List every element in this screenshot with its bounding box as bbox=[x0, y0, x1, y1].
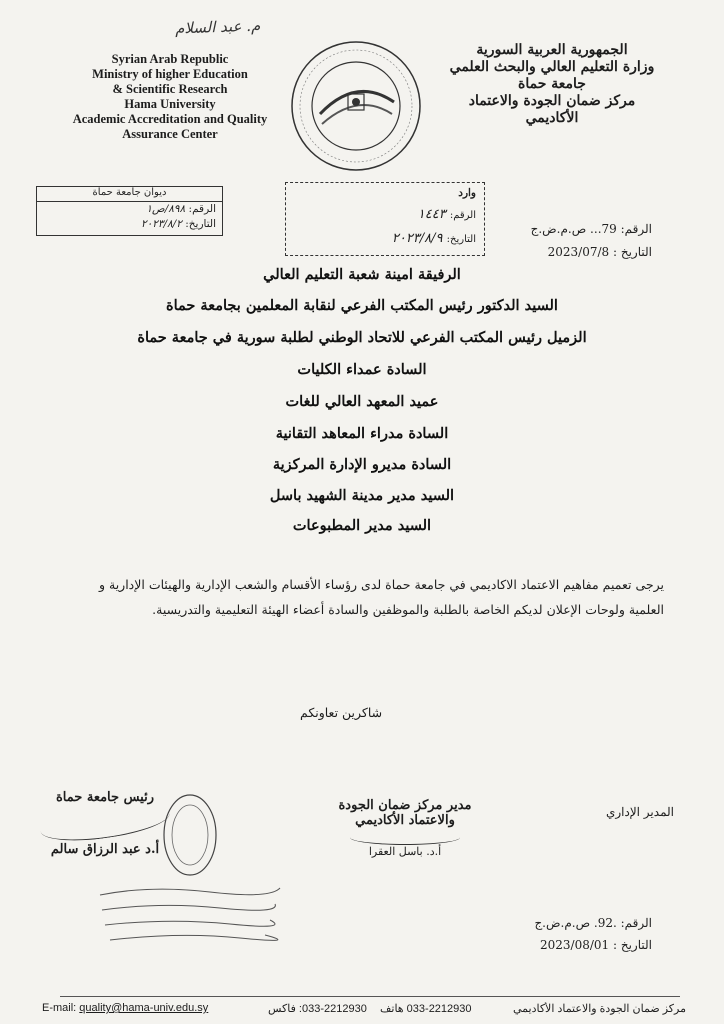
center-director-signature-block bbox=[330, 798, 480, 858]
university-round-stamp bbox=[160, 790, 220, 880]
arabic-letterhead bbox=[442, 42, 662, 127]
diwan-stamp-title: ديوان جامعة حماة bbox=[37, 187, 222, 202]
letterhead-line: Hama University bbox=[124, 97, 216, 111]
body-paragraph bbox=[74, 572, 664, 622]
letterhead-line: Academic Accreditation and Quality bbox=[72, 112, 268, 126]
addressee: السادة عمداء الكليات bbox=[297, 361, 427, 378]
footer-divider bbox=[60, 996, 680, 997]
reference-number-top: الرقم: 79... ص.م.ض.ج bbox=[530, 222, 652, 236]
quality-center-seal-logo bbox=[286, 36, 426, 176]
diwan-date-label: التاريخ: bbox=[185, 218, 216, 230]
reference-date-bottom: التاريخ : 2023/08/01 bbox=[540, 938, 652, 952]
reference-date-top: التاريخ : 2023/07/8 bbox=[547, 245, 652, 259]
letterhead-line: الجمهورية العربية السورية bbox=[476, 42, 628, 58]
incoming-date: ٢٠٢٣/٨/٩ bbox=[391, 231, 443, 246]
letterhead-line: مركز ضمان الجودة والاعتماد bbox=[468, 93, 636, 109]
letterhead-line: الأكاديمي bbox=[525, 110, 579, 126]
body-line: العلمية ولوحات الإعلان لديكم الخاصة بالطلبة والموظفين والسادة أعضاء الهيئة التعليمية والتدريسية. bbox=[152, 602, 664, 617]
addressee: السيد مدير المطبوعات bbox=[292, 517, 432, 534]
center-director-signature bbox=[350, 830, 460, 845]
incoming-number-label: الرقم: bbox=[449, 210, 476, 221]
incoming-stamp bbox=[285, 182, 485, 256]
diwan-number-label: الرقم: bbox=[188, 203, 216, 215]
center-director-title: مدير مركز ضمان الجودة bbox=[338, 798, 472, 813]
addressee: السيد الدكتور رئيس المكتب الفرعي لنقابة المعلمين بجامعة حماة bbox=[166, 297, 558, 314]
handwritten-routing-note bbox=[90, 880, 290, 960]
center-director-title-2: والاعتماد الأكاديمي bbox=[355, 813, 455, 828]
addressee: السيد مدير مدينة الشهيد باسل bbox=[269, 487, 455, 504]
addressee: السادة مديرو الإدارة المركزية bbox=[272, 456, 452, 473]
body-line: يرجى تعميم مفاهيم الاعتماد الاكاديمي في جامعة حماة لدى رؤساء الأقسام والشعب الإدارية والهيئات الإدارية و bbox=[98, 577, 664, 592]
footer-phone: 033-2212930 هاتف bbox=[380, 1003, 472, 1015]
incoming-date-label: التاريخ: bbox=[446, 234, 476, 245]
letterhead-line: جامعة حماة bbox=[518, 76, 586, 92]
letterhead-line: وزارة التعليم العالي والبحث العلمي bbox=[449, 59, 655, 75]
president-signature-block bbox=[30, 790, 180, 857]
diwan-stamp bbox=[36, 186, 223, 236]
footer-email-link[interactable]: quality@hama-univ.edu.sy bbox=[79, 1002, 209, 1014]
closing-thanks: شاكرين تعاونكم bbox=[300, 705, 383, 720]
diwan-date: ٢٠٢٣/٨/٢ bbox=[140, 218, 182, 230]
incoming-number: ١٤٤٣ bbox=[417, 207, 446, 222]
reference-number-bottom: الرقم: .92. ص.م.ض.ج bbox=[534, 916, 652, 930]
footer-center-name: مركز ضمان الجودة والاعتماد الأكاديمي bbox=[512, 1003, 686, 1015]
english-letterhead bbox=[70, 52, 270, 142]
incoming-stamp-label: وارد bbox=[458, 187, 476, 199]
admin-manager-title: المدير الإداري bbox=[605, 805, 674, 819]
president-title: رئيس جامعة حماة bbox=[56, 790, 154, 805]
diwan-number: ٨٩٨/ص١ bbox=[146, 203, 186, 215]
letterhead-line: & Scientific Research bbox=[112, 82, 228, 96]
president-name: أ.د عبد الرزاق سالم bbox=[50, 842, 160, 857]
footer-fax: 033-2212930: فاكس bbox=[268, 1003, 367, 1015]
handwritten-note-top: م. عبد السلام bbox=[174, 16, 261, 38]
addressee: عميد المعهد العالي للغات bbox=[285, 393, 439, 410]
addressee: الرفيقة امينة شعبة التعليم العالي bbox=[263, 266, 461, 283]
letterhead-line: Ministry of higher Education bbox=[92, 67, 248, 81]
letterhead-line: Assurance Center bbox=[122, 127, 218, 141]
president-signature bbox=[38, 798, 171, 847]
addressee: الزميل رئيس المكتب الفرعي للاتحاد الوطني لطلبة سورية في جامعة حماة bbox=[137, 329, 587, 346]
footer bbox=[0, 992, 724, 1024]
footer-email-label: E-mail: bbox=[42, 1002, 77, 1014]
letterhead-line: Syrian Arab Republic bbox=[111, 52, 229, 66]
center-director-name: أ.د. باسل العقرا bbox=[368, 845, 442, 858]
addressee: السادة مدراء المعاهد التقانية bbox=[275, 425, 449, 442]
